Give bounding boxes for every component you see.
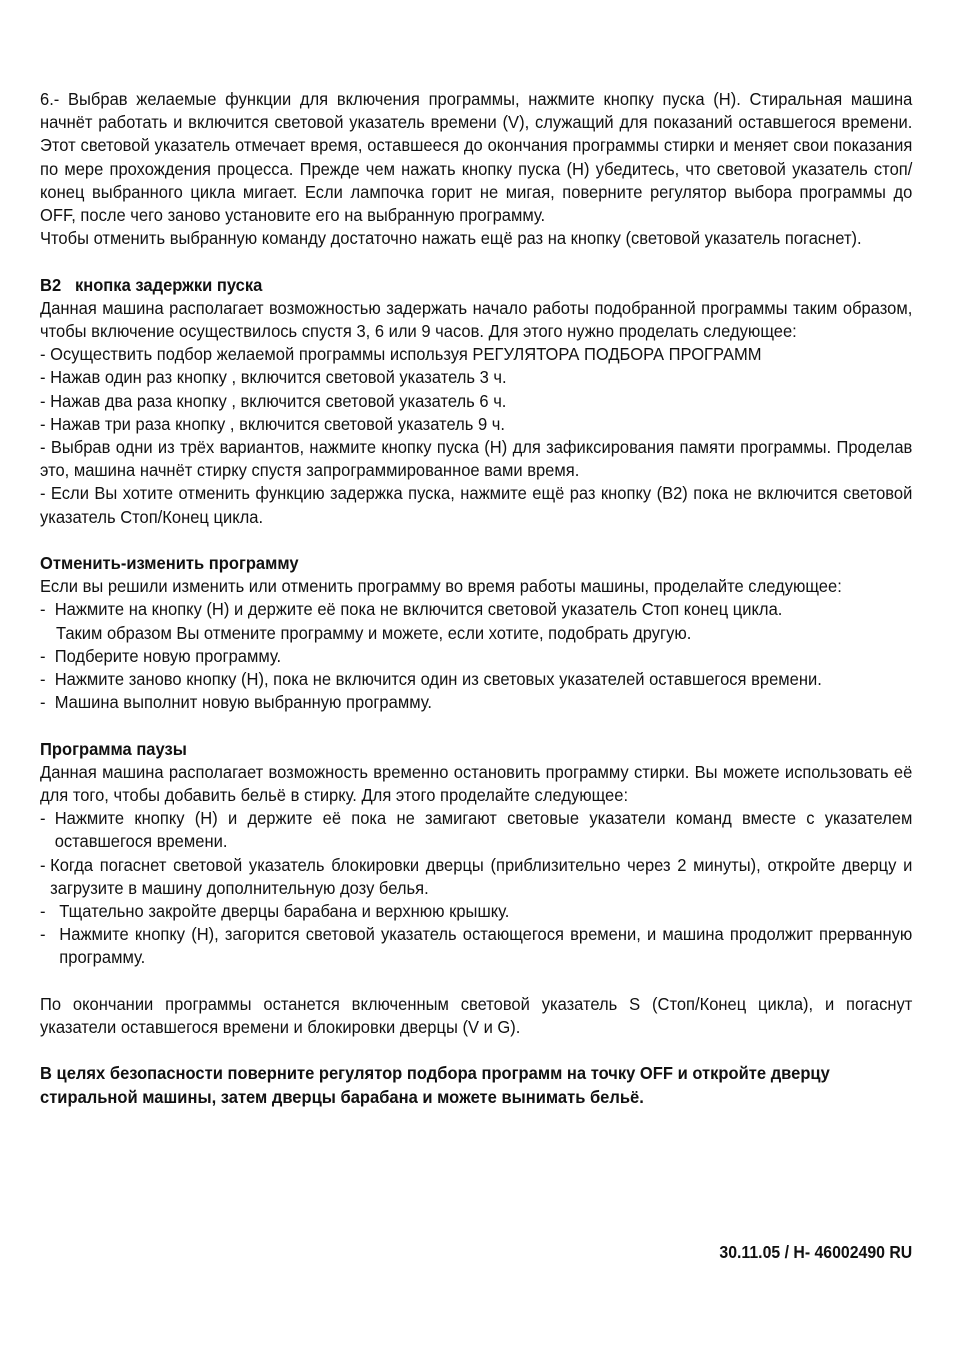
delay-item: - Осуществить подбор желаемой программы используя РЕГУЛЯТОРА ПОДБОРА ПРОГРАММ xyxy=(40,344,762,365)
cancel-item: - Нажмите заново кнопку (H), пока не включится один из световых указателей оставшегося времени. xyxy=(40,668,912,691)
cancel-item-continuation: Таким образом Вы отмените программу и можете, если хотите, подобрать другую. xyxy=(55,622,692,643)
document-body xyxy=(40,88,912,1109)
cancel-paragraph: Если вы решили изменить или отменить программу во время работы машины, проделайте следующее: xyxy=(40,576,842,597)
pause-item: - Тщательно закройте дверцы барабана и верхнюю крышку. xyxy=(40,900,912,923)
cancel-heading: Отменить-изменить программу xyxy=(40,553,299,574)
document-code-footer: 30.11.05 / H- 46002490 RU xyxy=(719,1242,912,1262)
cancel-item: - Нажмите на кнопку (H) и держите её пока не включится световой указатель Стоп конец цикла. xyxy=(40,598,912,621)
pause-item-text: Тщательно закройте дверцы барабана и верхнюю крышку. xyxy=(59,901,510,922)
pause-item: - Нажмите кнопку (H) и держите её пока не замигают световые указатели команд вместе с указателем оставшегося времени. xyxy=(40,807,912,853)
delay-paragraph: Данная машина располагает возможностью задержать начало работы подобранной программы таким образом, чтобы включение осуществилось спустя 3, 6 или 9 часов. Для этого нужно проделать следующее: xyxy=(40,297,913,342)
intro-cancel-paragraph: Чтобы отменить выбранную команду достаточно нажать ещё раз на кнопку (световой указатель погаснет). xyxy=(40,228,862,249)
cancel-item-text: Подберите новую программу. xyxy=(54,645,282,666)
delay-title: кнопка задержки пуска xyxy=(74,274,263,295)
spacer xyxy=(40,970,912,993)
cancel-item-text: Нажмите на кнопку (H) и держите её пока не включится световой указатель Стоп конец цикла. xyxy=(54,599,783,620)
delay-item: - Нажав три раза кнопку , включится световой указатель 9 ч. xyxy=(40,413,505,434)
delay-item: - Нажав один раз кнопку , включится световой указатель 3 ч. xyxy=(40,367,507,388)
pause-after-paragraph: По окончании программы останется включенным световой указатель S (Стоп/Конец цикла), и погаснут указатели оставшегося времени и блокировки дверцы (V и G). xyxy=(40,993,913,1038)
delay-item: - Если Вы хотите отменить функцию задержка пуска, нажмите ещё раз кнопку (B2) пока не включится световой указатель Стоп/Конец цикла. xyxy=(40,483,913,527)
cancel-item: - Машина выполнит новую выбранную программу. xyxy=(40,691,912,714)
intro-paragraph: 6.- Выбрав желаемые функции для включения программы, нажмите кнопку пуска (H). Стиральная машина начнёт работать и включится световой указатель времени (V), служащий для показаний оставшегося времени. Этот световой указатель отмечает время, оставшееся до окончания программы стирки и меняет свои показания по мере прохождения процесса. Прежде чем нажать кнопку пуска (H) убедитесь, что световой указатель стоп/конец выбранного цикла мигает. Если лампочка горит не мигая, поверните регулятор выбора программы до OFF, после чего заново установите его на выбранную программу. xyxy=(40,89,913,226)
pause-paragraph: Данная машина располагает возможность временно остановить программу стирки. Вы можете использовать её для того, чтобы добавить бельё в стирку. Для этого проделайте следующее: xyxy=(40,761,913,806)
spacer xyxy=(40,1039,912,1062)
spacer xyxy=(40,714,912,737)
pause-item-text: Нажмите кнопку (H) и держите её пока не замигают световые указатели команд вместе с указателем оставшегося времени. xyxy=(54,808,913,852)
cancel-item: - Подберите новую программу. xyxy=(40,645,912,668)
pause-item-text: Нажмите кнопку (H), загорится световой указатель остающегося времени, и машина продолжит прерванную программу. xyxy=(59,924,913,968)
delay-item: - Выбрав одни из трёх вариантов, нажмите кнопку пуска (H) для зафиксирования памяти программы. Проделав это, машина начнёт стирку спустя запрограммированное вами время. xyxy=(40,437,913,481)
pause-item: - Когда погаснет световой указатель блокировки дверцы (приблизительно через 2 минуты), откройте дверцу и загрузите в машину дополнительную дозу белья. xyxy=(40,854,912,900)
cancel-item-text: Машина выполнит новую выбранную программу. xyxy=(54,692,432,713)
pause-heading: Программа паузы xyxy=(40,738,187,759)
delay-code: B2 xyxy=(40,274,62,295)
delay-heading xyxy=(40,274,912,297)
delay-item: - Нажав два раза кнопку , включится световой указатель 6 ч. xyxy=(40,390,507,411)
spacer xyxy=(40,250,912,273)
pause-item-text: Когда погаснет световой указатель блокировки дверцы (приблизительно через 2 минуты), откройте дверцу и загрузите в машину дополнительную дозу белья. xyxy=(50,854,913,898)
pause-item: - Нажмите кнопку (H), загорится световой указатель остающегося времени, и машина продолжит прерванную программу. xyxy=(40,923,912,969)
cancel-item-text: Нажмите заново кнопку (H), пока не включится один из световых указателей оставшегося времени. xyxy=(54,669,822,690)
spacer xyxy=(40,529,912,552)
safety-note: В целях безопасности поверните регулятор подбора программ на точку OFF и откройте дверцу стиральной машины, затем дверцы барабана и можете вынимать бельё. xyxy=(40,1063,830,1107)
